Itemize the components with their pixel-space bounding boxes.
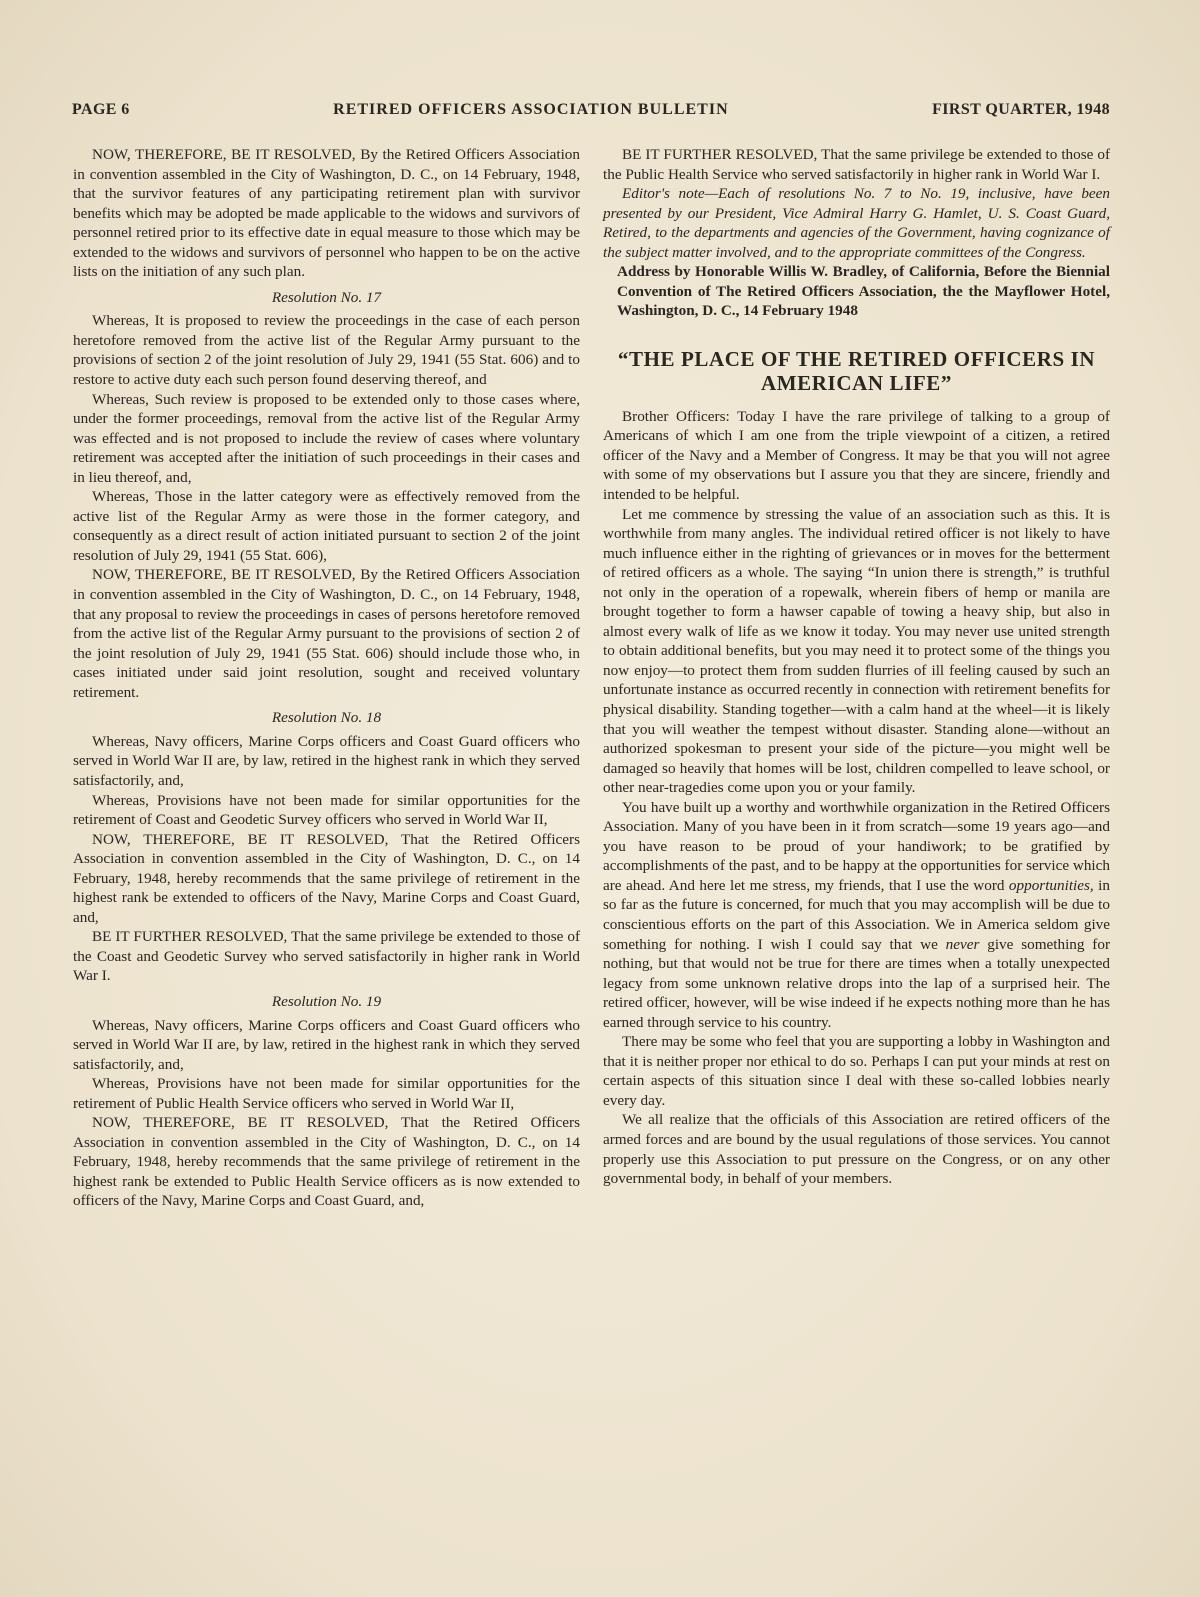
resolution-17-para-1: Whereas, It is proposed to review the proceedings in the case of each person heretofore removed from the active list of the Regular Army pursuant to the provisions of section 2 of the joint resolution of July 29, 1941 (55 Stat. 606) and to restore to active duty each such person found deserving thereof, and (73, 312, 580, 389)
article-para-3-emphasis-opportunities: opportunities, (1008, 876, 1094, 894)
article-title: “THE PLACE OF THE RETIRED OFFICERS IN AMERICAN LIFE” (617, 346, 1096, 395)
resolution-17-para-2: Whereas, Such review is proposed to be extended only to those cases where, under the former proceedings, removal from the active list of the Regular Army was effected and is not proposed to include the review of cases where voluntary retirement was accepted after the initiation of such proceedings in their cases and in lieu thereof, and, (73, 390, 580, 486)
article-para-3-text-b: in so far as the future is concerned, for much that you may accomplish will be due to conscientious efforts on the part of this Association. We in America seldom give something for nothing. I wish I could say that we (603, 876, 1110, 953)
article-para-5: We all realize that the officials of this Association are retired officers of the armed forces and are bound by the usual regulations of those services. You cannot properly use this Association to put pressure on the Congress, or on any other governmental body, in behalf of your members. (603, 1111, 1110, 1188)
resolution-18-para-1: Whereas, Navy officers, Marine Corps officers and Coast Guard officers who served in World War II are, by law, retired in the highest rank in which they served satisfactorily, and, (73, 732, 580, 789)
resolution-18-para-3: NOW, THEREFORE, BE IT RESOLVED, That the Retired Officers Association in convention assembled in the City of Washington, D. C., on 14 February, 1948, hereby recommends that the same privilege of retirement in the highest rank be extended to officers of the Navy, Marine Corps and Coast Guard, and, (73, 830, 580, 926)
article-para-3-text-c: give something for nothing, but that would not be true for there are times when a totally unexpected legacy from some unknown relative drops into the lap of a surprised heir. The retired officer, however, will be wise indeed if he expects nothing more than he has earned through service to his country. (603, 935, 1111, 1031)
page-number: PAGE 6 (72, 101, 130, 118)
editors-note: Editor's note—Each of resolutions No. 7 to No. 19, inclusive, have been presented by our President, Vice Admiral Harry G. Hamlet, U. S. Coast Guard, Retired, to the departments and agencies of the Government, having cognizance of the subject matter involved, and to the appropriate committees of the Congress. (603, 185, 1110, 261)
article-para-3-emphasis-never: never (945, 935, 980, 953)
resolution-17-para-4: NOW, THEREFORE, BE IT RESOLVED, By the Retired Officers Association in convention assembled in the City of Washington, D. C., on 14 February, 1948, that any proposal to review the proceedings in cases of persons heretofore removed from the active list of the Regular Army pursuant to the provisions of section 2 of the joint resolution of July 29, 1941 (55 Stat. 606) should include those who, in cases initiated under said joint resolution, sought and received voluntary retirement. (73, 566, 580, 701)
issue-date: FIRST QUARTER, 1948 (932, 101, 1110, 118)
resolution-18-para-4: BE IT FURTHER RESOLVED, That the same privilege be extended to those of the Coast and Geodetic Survey who served satisfactorily in higher rank in World War I. (73, 928, 580, 985)
article-para-4: There may be some who feel that you are supporting a lobby in Washington and that it is neither proper nor ethical to do so. Perhaps I can put your minds at rest on certain aspects of this situation since I deal with these so-called lobbies nearly every day. (603, 1033, 1110, 1109)
resolution-18-para-2: Whereas, Provisions have not been made for similar opportunities for the retirement of Coast and Geodetic Survey officers who served in World War II, (73, 791, 580, 829)
article-para-3-text-a: You have built up a worthy and worthwhile organization in the Retired Officers Association. Many of you have been in it from scratch—some 19 years ago—and you have reason to be proud of your handiwork; to be gratified by accomplishments of the past, and to be happy at the opportunities for service which are ahead. And here let me stress, my friends, that I use the word (603, 798, 1110, 894)
resolution-19-heading: Resolution No. 19 (271, 992, 382, 1010)
resolution-19-para-1: Whereas, Navy officers, Marine Corps officers and Coast Guard officers who served in World War II are, by law, retired in the highest rank in which they served satisfactorily, and, (73, 1016, 580, 1073)
resolution-19-para-2: Whereas, Provisions have not been made for similar opportunities for the retirement of Public Health Service officers who served in World War II, (73, 1075, 580, 1112)
address-byline: Address by Honorable Willis W. Bradley, of California, Before the Biennial Convention of The Retired Officers Association, the the Mayflower Hotel, Washington, D. C., 14 February 1948 (617, 263, 1110, 320)
article-para-3 (603, 798, 1110, 1033)
resolution-17-para-3: Whereas, Those in the latter category were as effectively removed from the active list of the Regular Army as were those in the former category, and consequently as a direct result of action initiated pursuant to section 2 of the joint resolution of July 29, 1941 (55 Stat. 606), (73, 488, 580, 564)
publication-title: RETIRED OFFICERS ASSOCIATION BULLETIN (333, 101, 729, 118)
resolution-16-clause: NOW, THEREFORE, BE IT RESOLVED, By the Retired Officers Association in convention assembled in the City of Washington, D. C., on 14 February, 1948, that the survivor features of any participating retirement plan with survivor benefits which may be adopted be made applicable to the widows and survivors of personnel retired prior to its effective date in equal measure to those which may be extended to the widows and survivors of personnel who happen to be on the active lists on the initiation of any such plan. (73, 146, 580, 281)
article-para-1: Brother Officers: Today I have the rare privilege of talking to a group of Americans of which I am one from the triple viewpoint of a citizen, a retired officer of the Navy and a Member of Congress. It may be that you will not agree with some of my observations but I assure you that they are sincere, friendly and intended to be helpful. (603, 407, 1110, 503)
resolution-18-heading: Resolution No. 18 (271, 709, 382, 727)
article-para-2: Let me commence by stressing the value of an association such as this. It is worthwhile from many angles. The individual retired officer is not likely to have much influence either in the righting of grievances or in moves for the betterment of retired officers as a whole. The saying “In union there is strength,” is truthful not only in the operation of a ropewalk, wherein fibers of hemp or manila are brought together to form a hawser capable of towing a heavy ship, but also in almost every walk of life as we know it today. You may never use united strength to obtain additional benefits, but you may need it to protect some of the things you now enjoy—to protect them from sudden flurries of ill feeling caused by such an unfortunate instance as occurred recently in connection with retirement benefits for physical disability. Standing together—with a calm hand at the wheel—it is likely that you will weather the tempest without disaster. Standing alone—without an authorized spokesman to present your side of the picture—you might well be damaged so heavily that homes will be lost, children compelled to leave school, or other near-tragedies come upon you or your family. (603, 505, 1110, 797)
right-column (603, 145, 1110, 1189)
resolution-17-heading: Resolution No. 17 (271, 288, 382, 306)
resolution-19-para-3: NOW, THEREFORE, BE IT RESOLVED, That the Retired Officers Association in convention assembled in the City of Washington, D. C., on 14 February, 1948, hereby recommends that the same privilege of retirement in the highest rank be extended to Public Health Service officers as is now extended to officers of the Navy, Marine Corps and Coast Guard, and, (73, 1114, 580, 1210)
left-column (73, 145, 580, 1211)
resolution-19-para-4: BE IT FURTHER RESOLVED, That the same privilege be extended to those of the Public Health Service who served satisfactorily in higher rank in World War I. (603, 146, 1110, 183)
page-header (72, 101, 1110, 119)
